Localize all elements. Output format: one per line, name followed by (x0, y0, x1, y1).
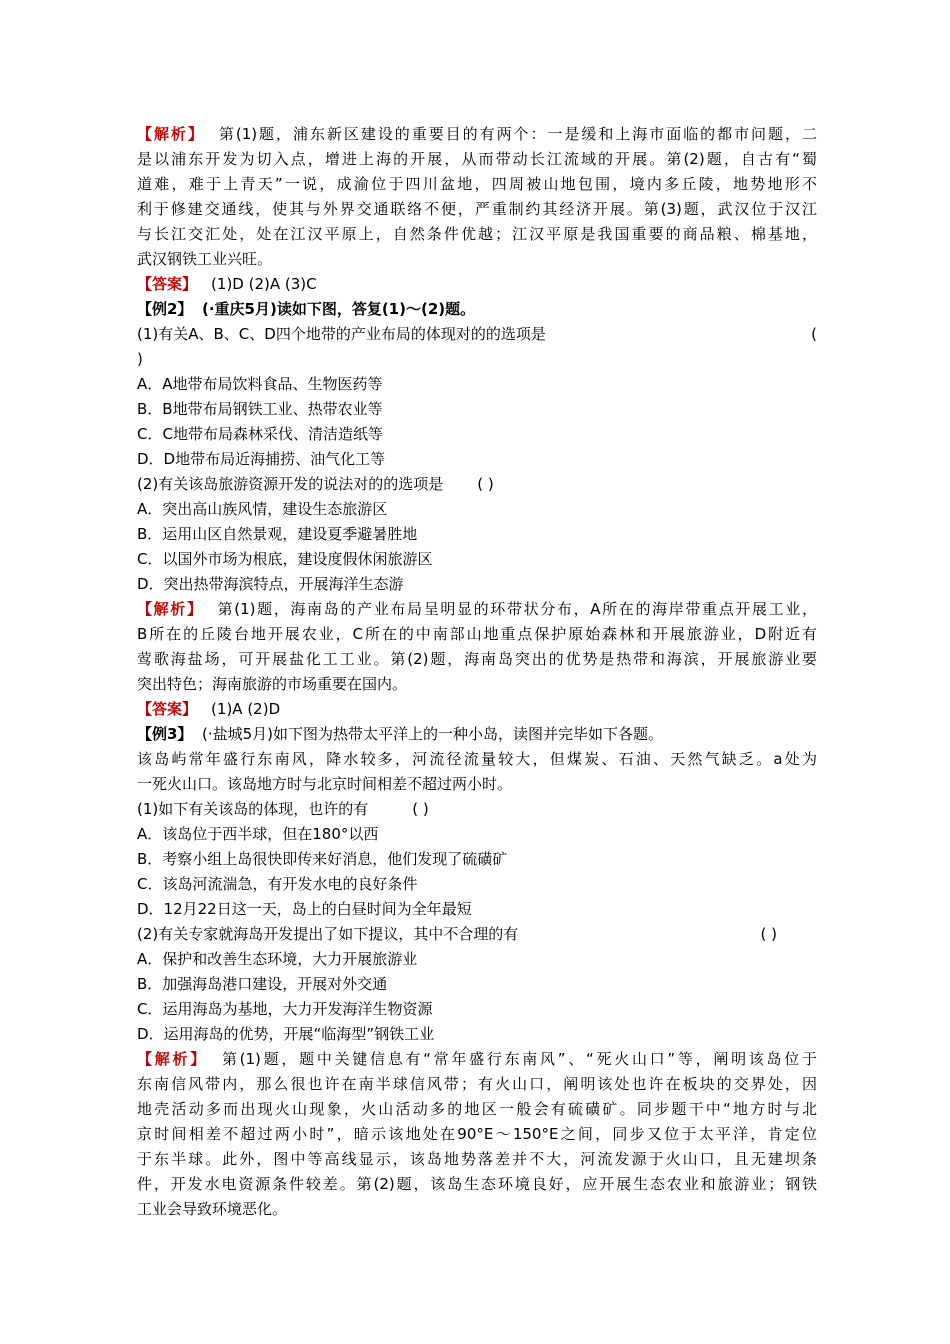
option: C．运用海岛为基地，大力开发海洋生物资源 (137, 1000, 433, 1018)
answer-blank: ( ) (412, 800, 429, 818)
option: C．以国外市场为根底，建设度假休闲旅游区 (137, 550, 433, 568)
option: D．运用海岛的优势，开展“临海型”钢铁工业 (137, 1025, 435, 1043)
analysis-line: 工业会导致环境恶化。 (137, 1200, 288, 1218)
question-2: (2)有关专家就海岛开发提出了如下提议，其中不合理的有 ( ) (137, 922, 817, 947)
option: C．该岛河流湍急，有开发水电的良好条件 (137, 875, 418, 893)
option: A．突出高山族风情，建设生态旅游区 (137, 500, 388, 518)
option: B．考察小组上岛很快即传来好消息，他们发现了硫磺矿 (137, 850, 508, 868)
stem-line: 该岛屿常年盛行东南风，降水较多，河流径流量较大，但煤炭、石油、天然气缺乏。a处为 (137, 750, 817, 768)
option: A．保护和改善生态环境，大力开展旅游业 (137, 950, 418, 968)
analysis-label: 【 解析 】 (137, 1050, 208, 1068)
example-tag: 【例3】 (137, 725, 193, 743)
option: C．C地带布局森林采伐、清洁造纸等 (137, 425, 383, 443)
analysis-line: 利于修建交通线，使其与外界交通联络不便，严重制约其经济开展。第(3)题，武汉位于汉江 (137, 200, 817, 218)
analysis-line: 武汉钢铁工业兴旺。 (137, 250, 273, 268)
analysis-line: 【 解析 】 第(1)题，浦东新区建设的重要目的有两个：一是缓和上海市面临的都市问题，二 (137, 122, 817, 147)
analysis-line: 于东半球。此外，图中等高线显示，该岛地势落差并不大，河流发源于火山口，且无建坝条 (137, 1150, 817, 1168)
option: D．D地带布局近海捕捞、油气化工等 (137, 450, 386, 468)
analysis-line: 东南信风带内，那么很也许在南半球信风带；有火山口，阐明该处也许在板块的交界处，因 (137, 1075, 817, 1093)
option: D．12月22日这一天，岛上的白昼时间为全年最短 (137, 900, 472, 918)
analysis-line: 【 解析 】 第(1)题，题中关键信息有“常年盛行东南风”、“死火山口”等，阐明该岛位于 (137, 1047, 817, 1072)
option: A．该岛位于西半球，但在180°以西 (137, 825, 379, 843)
answer-label: 【 答案 】 (137, 700, 197, 718)
option: D．突出热带海滨特点，开展海洋生态游 (137, 575, 404, 593)
answer-blank: ( ) (477, 475, 494, 493)
answer-blank-open: ( (811, 325, 817, 343)
option: B．B地带布局钢铁工业、热带农业等 (137, 400, 383, 418)
analysis-label: 【 解析 】 (137, 600, 204, 618)
analysis-line: 【 解析 】 第(1)题，海南岛的产业布局呈明显的环带状分布，A所在的海岸带重点开展工业， (137, 597, 817, 622)
answer-label: 【 答案 】 (137, 275, 197, 293)
analysis-line: 莺歌海盐场，可开展盐化工工业。第(2)题，海南岛突出的优势是热带和海滨，开展旅游业要 (137, 650, 817, 668)
answer-line (137, 697, 817, 722)
analysis-line: 与长江交汇处，处在江汉平原上，自然条件优越；江汉平原是我国重要的商品粮、棉基地， (137, 225, 817, 243)
question-1: (1)有关A、B、C、D四个地带的产业布局的体现对的的选项是 ( (137, 322, 817, 347)
option: B．加强海岛港口建设，开展对外交通 (137, 975, 388, 993)
answer-blank: ( ) (760, 925, 777, 943)
stem-line: 一死火山口。该岛地方时与北京时间相差不超过两小时。 (137, 775, 513, 793)
analysis-line: 地壳活动多而出现火山现象，火山活动多的地区一般会有硫磺矿。同步题干中“地方时与北 (137, 1100, 817, 1118)
answer-blank-close: ) (137, 350, 143, 368)
example-tag: 【例2】 (137, 300, 193, 318)
option: B．运用山区自然景观，建设夏季避暑胜地 (137, 525, 418, 543)
question-2: (2)有关该岛旅游资源开发的说法对的的选项是 ( ) (137, 475, 494, 493)
option: A．A地带布局饮料食品、生物医药等 (137, 375, 383, 393)
analysis-line: 突出特色；海南旅游的市场重要在国内。 (137, 675, 408, 693)
example-2-heading (137, 297, 817, 322)
analysis-line: B所在的丘陵台地开展农业，C所在的中南部山地重点保护原始森林和开展旅游业，D附近有 (137, 625, 817, 643)
example-intro: (·盐城5月)如下图为热带太平洋上的一种小岛，读图并完毕如下各题。 (201, 725, 664, 743)
answer-line (137, 272, 817, 297)
example-3-heading (137, 722, 817, 747)
analysis-line: 件，开发水电资源条件较差。第(2)题，该岛生态环境良好，应开展生态农业和旅游业；钢铁 (137, 1175, 817, 1193)
analysis-line: 道难，难于上青天”一说，成渝位于四川盆地，四周被山地包围，境内多丘陵，地势地形不 (137, 175, 817, 193)
analysis-line: 是以浦东开发为切入点，增进上海的开展，从而带动长江流域的开展。第(2)题，自古有“蜀 (137, 150, 817, 168)
analysis-line: 京时间相差不超过两小时”，暗示该地处在90°E～150°E之间，同步又位于太平洋，肯定位 (137, 1125, 817, 1143)
analysis-label: 【 解析 】 (137, 125, 205, 143)
answer-text: (1)D (2)A (3)C (211, 275, 317, 293)
answer-text: (1)A (2)D (211, 700, 281, 718)
question-1: (1)如下有关该岛的体现，也许的有 ( ) (137, 800, 429, 818)
example-intro: (·重庆5月)读如下图，答复(1)～(2)题。 (201, 300, 476, 318)
